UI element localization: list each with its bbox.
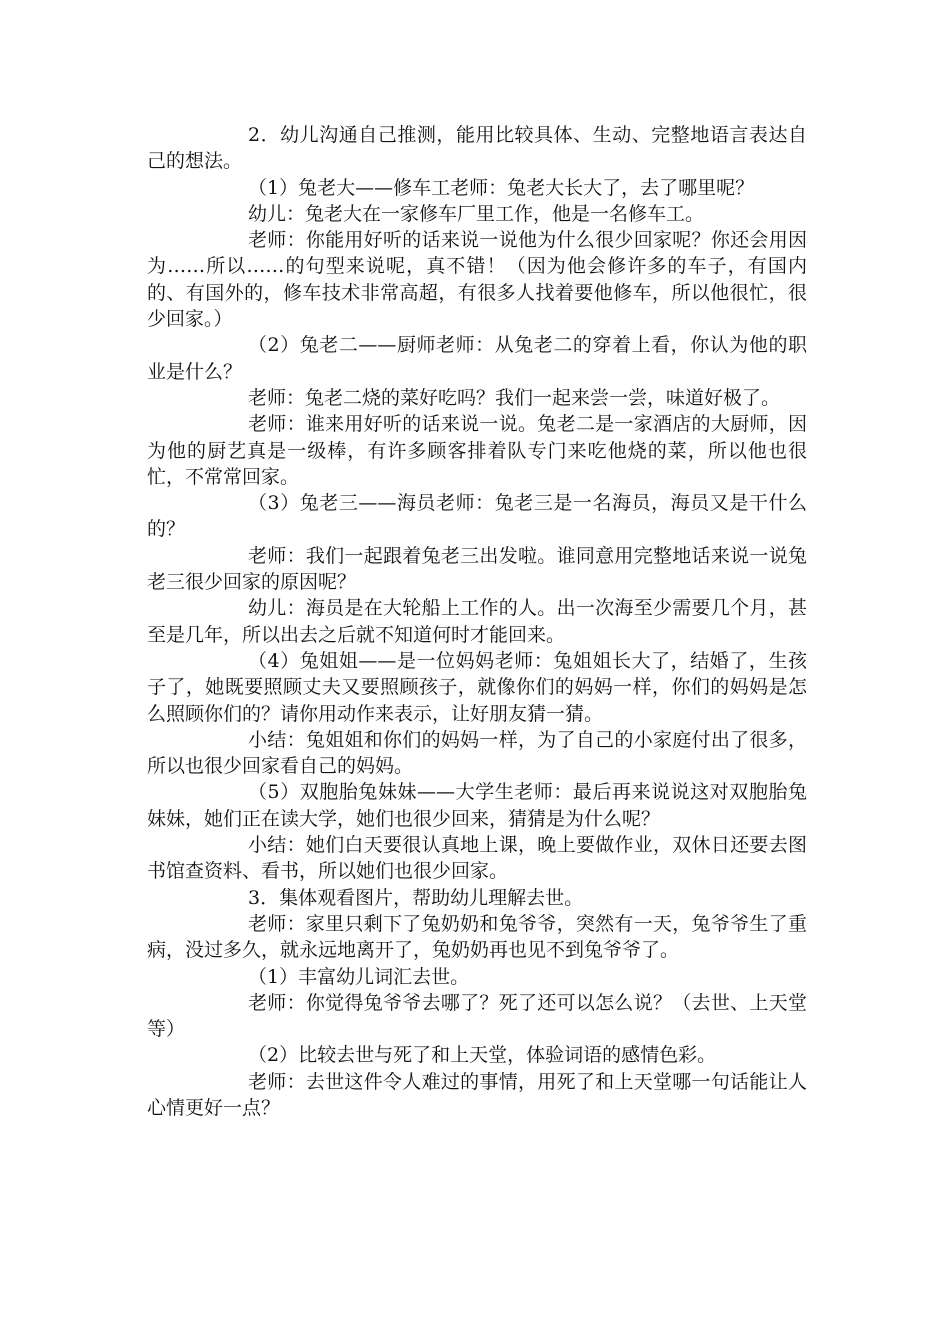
paragraph-4: 老师：你能用好听的话来说一说他为什么很少回家呢？你还会用因为……所以……的句型来说呢，真不错！（因为他会修许多的车子，有国内的、有国外的，修车技术非常高超，有很多人找着要他修车，所以他很忙，很少回家。） <box>147 229 807 331</box>
paragraph-9: 老师：我们一起跟着兔老三出发啦。谁同意用完整地话来说一说兔老三很少回家的原因呢？ <box>147 544 807 594</box>
document-body <box>147 122 807 1121</box>
paragraph-17: （1）丰富幼儿词汇去世。 <box>248 965 470 988</box>
paragraph-3: 幼儿：兔老大在一家修车厂里工作，他是一名修车工。 <box>248 202 705 225</box>
paragraph-12: 小结：兔姐姐和你们的妈妈一样，为了自己的小家庭付出了很多，所以也很少回家看自己的妈妈。 <box>147 728 807 778</box>
paragraph-5: （2）兔老二——厨师老师：从兔老二的穿着上看，你认为他的职业是什么？ <box>147 334 807 383</box>
paragraph-20: 老师：去世这件令人难过的事情，用死了和上天堂哪一句话能让人心情更好一点？ <box>147 1070 807 1119</box>
paragraph-2: （1）兔老大——修车工老师：兔老大长大了，去了哪里呢？ <box>248 176 755 199</box>
paragraph-15: 3．集体观看图片，帮助幼儿理解去世。 <box>248 886 584 909</box>
paragraph-14: 小结：她们白天要很认真地上课，晚上要做作业，双休日还要去图书馆查资料、看书，所以她们也很少回家。 <box>147 834 807 883</box>
paragraph-11: （4）兔姐姐——是一位妈妈老师：兔姐姐长大了，结婚了，生孩子了，她既要照顾丈夫又要照顾孩子，就像你们的妈妈一样，你们的妈妈是怎么照顾你们的？请你用动作来表示，让好朋友猜一猜。 <box>147 649 807 725</box>
paragraph-8: （3）兔老三——海员老师：兔老三是一名海员，海员又是干什么的？ <box>147 492 807 541</box>
paragraph-10: 幼儿：海员是在大轮船上工作的人。出一次海至少需要几个月，甚至是几年，所以出去之后就不知道何时才能回来。 <box>147 597 807 646</box>
paragraph-19: （2）比较去世与死了和上天堂，体验词语的感情色彩。 <box>248 1044 717 1067</box>
paragraph-13: （5）双胞胎兔妹妹——大学生老师：最后再来说说这对双胞胎兔妹妹，她们正在读大学，她们也很少回来，猜猜是为什么呢？ <box>147 781 807 830</box>
paragraph-1: 2．幼儿沟通自己推测，能用比较具体、生动、完整地语言表达自己的想法。 <box>147 124 807 173</box>
paragraph-7: 老师：谁来用好听的话来说一说。兔老二是一家酒店的大厨师，因为他的厨艺真是一级棒，有许多顾客排着队专门来吃他烧的菜，所以他也很忙，不常常回家。 <box>147 413 807 488</box>
paragraph-6: 老师：兔老二烧的菜好吃吗？我们一起来尝一尝，味道好极了。 <box>248 386 781 409</box>
paragraph-16: 老师：家里只剩下了兔奶奶和兔爷爷，突然有一天，兔爷爷生了重病，没过多久，就永远地离开了，兔奶奶再也见不到兔爷爷了。 <box>147 912 807 962</box>
paragraph-18: 老师：你觉得兔爷爷去哪了？死了还可以怎么说？（去世、上天堂等） <box>147 991 807 1041</box>
